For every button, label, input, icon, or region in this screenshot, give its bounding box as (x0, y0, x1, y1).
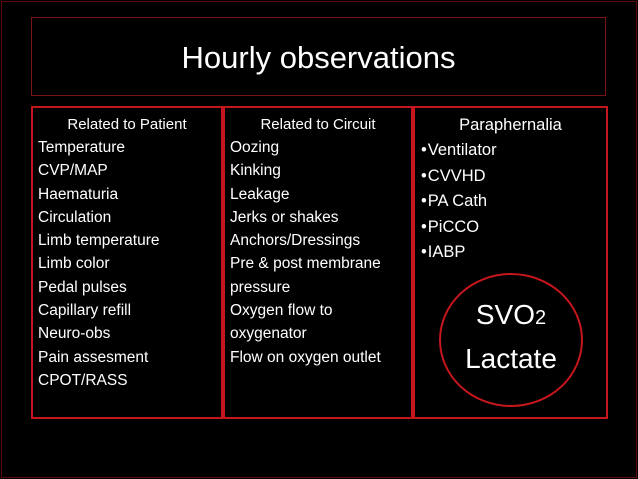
svo-text: SVO (475, 299, 535, 330)
bullet: • (421, 217, 427, 236)
patient-list (33, 136, 221, 392)
svo2-label (441, 298, 581, 335)
svo-subscript: 2 (535, 307, 547, 329)
list-item: CPOT/RASS (38, 371, 128, 389)
list-item (421, 164, 606, 190)
circuit-column (223, 106, 413, 419)
bullet: • (421, 192, 427, 210)
list-item: Leakage (230, 185, 290, 203)
highlight-oval (439, 273, 583, 407)
list-item: Oxygen flow to (230, 302, 333, 320)
bullet: • (421, 141, 427, 159)
list-item: Anchors/Dressings (230, 232, 361, 250)
list-item: Jerks or shakes (230, 208, 339, 226)
list-item: Capillary refill (38, 302, 132, 320)
list-item: Flow on oxygen outlet (230, 348, 381, 366)
list-item: Kinking (230, 162, 281, 180)
list-item: Oozing (230, 139, 280, 156)
list-item: Neuro-obs (38, 325, 111, 343)
paraphernalia-column-heading: Paraphernalia (459, 116, 562, 134)
paraphernalia-list (415, 138, 606, 266)
list-item-label: CVVHD (427, 166, 486, 185)
list-item: pressure (230, 278, 291, 296)
list-item: CVP/MAP (38, 162, 108, 180)
slide-title: Hourly observations (181, 40, 456, 75)
circuit-column-heading: Related to Circuit (260, 116, 376, 133)
list-item-label: Ventilator (427, 141, 497, 159)
list-item: Limb color (38, 255, 110, 273)
title-box (31, 17, 606, 96)
circuit-list (225, 136, 411, 369)
list-item (421, 138, 606, 164)
list-item: Pain assesment (38, 348, 149, 366)
list-item: Pedal pulses (38, 278, 127, 296)
list-item (421, 215, 606, 241)
list-item: Haematuria (38, 185, 119, 203)
list-item: Limb temperature (38, 232, 160, 250)
list-item: oxygenator (230, 325, 307, 343)
list-item: Pre & post membrane (230, 255, 381, 273)
bullet: • (421, 166, 427, 185)
bullet: • (421, 243, 427, 261)
list-item (421, 240, 606, 266)
list-item: Circulation (38, 208, 112, 226)
paraphernalia-column (413, 106, 608, 419)
list-item-label: PA Cath (427, 192, 488, 210)
list-item-label: IABP (427, 243, 466, 261)
patient-column-heading: Related to Patient (67, 116, 187, 133)
lactate-label: Lactate (465, 343, 557, 374)
list-item: Temperature (38, 139, 126, 156)
patient-column (31, 106, 223, 419)
list-item-label: PiCCO (427, 217, 480, 236)
list-item (421, 189, 606, 215)
